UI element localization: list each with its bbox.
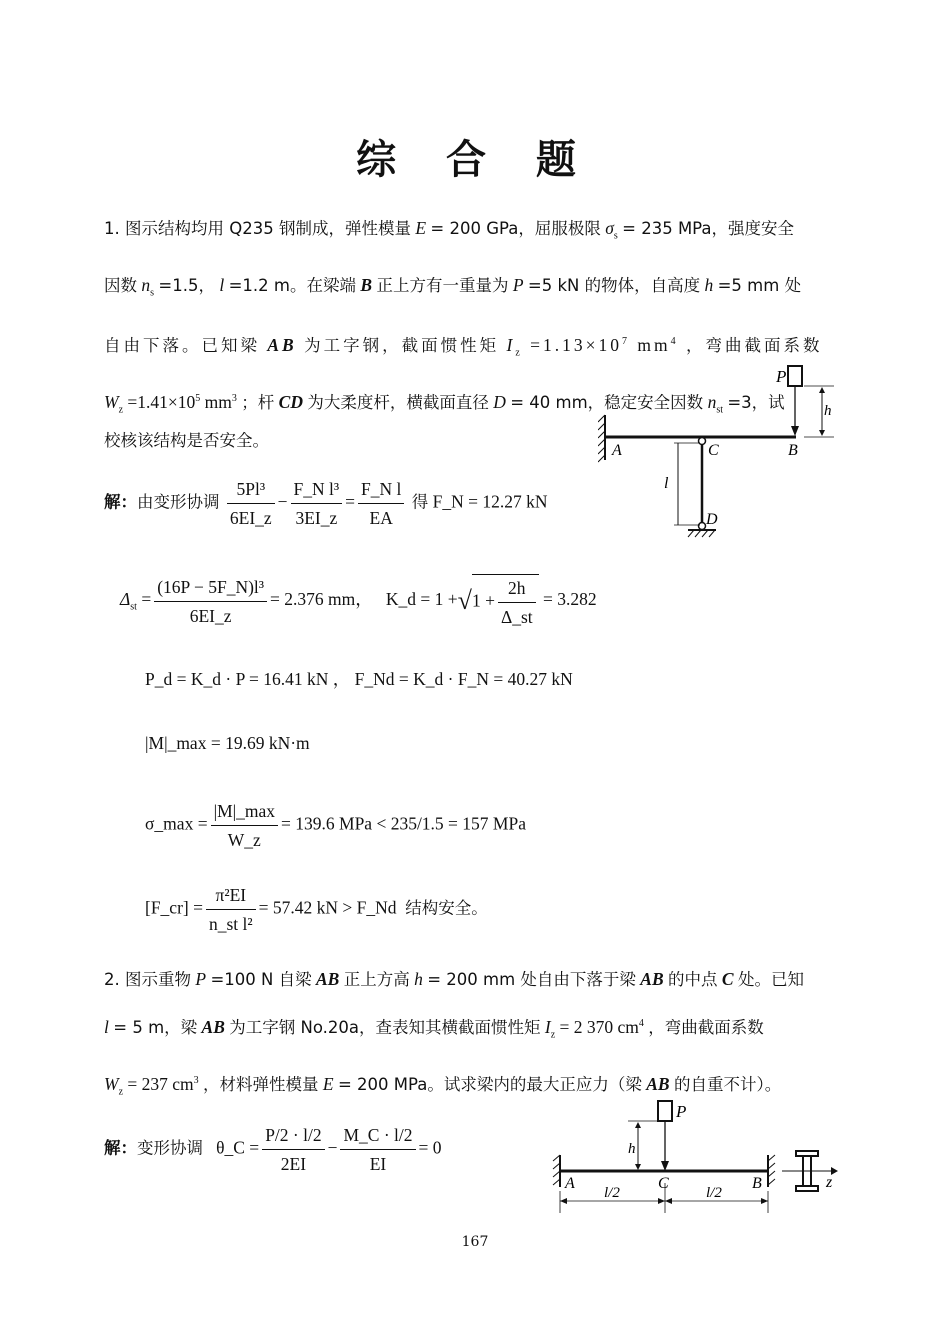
text: ；杆 [241, 392, 275, 412]
sup: 7 [622, 336, 631, 347]
label-B: B [788, 442, 798, 459]
text: =1.41×10 [127, 391, 196, 412]
text: = 235 MPa，强度安全 [622, 219, 795, 238]
p2-line2: l = 5 m，梁 AB 为工字钢 No.20a，查表知其横截面惯性矩 $I_z = 2$ 370 $cm^4$ ，弯曲截面系数 [104, 1016, 764, 1041]
fraction: $\frac{\text{F\_N l}}{EA}$ [358, 478, 404, 529]
page-title: 综 合 题 [356, 137, 594, 183]
p2-line3: $W_z = 237$ $cm^3$ ，材料弹性模量 E = 200 MPa。试求梁内的最大正应力（梁 AB 的自重不计）。 [104, 1073, 782, 1098]
text: =5 kN 的物体，自高度 [527, 276, 701, 295]
p1-sigma-line: σ_max = $\frac{|M|\_\max}{W\_z}$ = 139.6 MPa < 235/1.5 = 157 MPa [145, 801, 526, 850]
label-B: B [752, 1175, 762, 1192]
label-A: A [612, 442, 622, 459]
p1-line5: 校核该结构是否安全。 [104, 431, 269, 450]
sym-P: P [512, 275, 524, 295]
solution-label: 解： [104, 1138, 137, 1158]
sym-W: W [104, 391, 119, 412]
hinge-C [699, 438, 706, 445]
text: =1.13×10 [530, 334, 623, 355]
text: =3，试 [727, 392, 785, 412]
text: mm [200, 391, 232, 412]
sub: st [716, 404, 723, 416]
label-half-l-left: l/2 [604, 1185, 620, 1201]
label-h: h [628, 1141, 636, 1157]
sym-sigma: σ [605, 218, 614, 238]
load-box-P [788, 366, 802, 386]
sym-B: B [360, 275, 373, 295]
wall-hatch [598, 415, 605, 462]
text: 为工字钢，截面惯性矩 [304, 335, 500, 355]
page-number: 167 [461, 1234, 489, 1250]
p1-fcr-line: [F_cr] = $\frac{\text{π²EI}}{\text{n\_st l²}}$ = 57.42 kN > F_Nd 结构安全。 [145, 885, 488, 934]
text: 为大柔度杆，横截面直径 [307, 392, 489, 412]
sym-n: n [707, 391, 717, 412]
p1-mmax-line: |M|_max = 19.69 kN·m [145, 733, 310, 753]
label-P: P [676, 1102, 687, 1121]
figure2-fixed-beam [548, 1095, 848, 1215]
sym-n: n [141, 275, 151, 295]
sym-l: l [219, 275, 225, 295]
sub: s [613, 230, 618, 242]
label-z: z [826, 1174, 833, 1191]
text: 由变形协调 [137, 492, 220, 512]
sym-D: D [493, 391, 506, 412]
hinge-D [699, 523, 706, 530]
sym-E: E [415, 218, 427, 238]
fn-result: F_N = 12.27 kN [432, 491, 548, 512]
p2-solution: 解：变形协调 θ_C = $\frac{P/2 \cdot l/2}{2EI}$ − $\frac{M\_C \cdot l/2}{EI}$ = 0 [104, 1125, 442, 1174]
fraction: $\frac{\text{π²EI}}{\text{n\_st l²}}$ [206, 884, 256, 935]
sym-CD: CD [278, 391, 303, 412]
sym-I: I [506, 334, 516, 355]
text: 自由下落。已知梁 [104, 335, 260, 355]
conclusion: 结构安全。 [405, 898, 488, 918]
text: =1.5， [158, 276, 215, 295]
label-C: C [658, 1175, 669, 1192]
text: 因数 [104, 276, 137, 295]
label-P: P [776, 367, 787, 386]
sup: 3 [231, 393, 237, 404]
text: = 200 GPa，屈服极限 [430, 219, 601, 238]
p2-line1: 2. 图示重物 P =100 N 自梁 AB 正上方高 h = 200 mm 处自由下落于梁 AB 的中点 C 处。已知 [104, 969, 804, 989]
label-C: C [708, 442, 719, 459]
load-box-P [658, 1101, 672, 1121]
text: =1.2 m。在梁端 [228, 276, 356, 295]
label-h: h [824, 403, 832, 419]
label-l: l [664, 475, 669, 492]
p1-delta-kd: $\Delta_{st}$ = $\frac{\text{(16P − 5F\_N)l³}}{6EI\_z}$ = 2.376 mm， K_d = 1 +√1 + $\frac{2h}{\Delta\_st}$ = 3.282 [120, 574, 597, 628]
fraction: $\frac{M\_C \cdot l/2}{EI}$ [340, 1124, 415, 1175]
text: mm [630, 334, 671, 355]
ground-hatch [688, 530, 715, 537]
figure1-beam-column [598, 360, 848, 545]
fraction: $\frac{\text{5Pl³}}{6EI\_z}$ [227, 478, 275, 529]
label-D: D [706, 511, 718, 528]
sub: z [515, 347, 523, 359]
fraction: $\frac{\text{(16P − 5F\_N)l³}}{6EI\_z}$ [154, 576, 267, 627]
label-half-l-right: l/2 [706, 1185, 722, 1201]
sub: s [150, 287, 155, 299]
text: 正上方有一重量为 [376, 276, 509, 295]
text: ，弯曲截面系数 [686, 335, 823, 355]
text: = 40 mm，稳定安全因数 [510, 392, 704, 412]
text: =5 mm 处 [717, 276, 802, 295]
fraction: $\frac{2h}{\Delta\_st}$ [498, 577, 536, 628]
fraction: $\frac{\text{F\_N l³}}{3EI\_z}$ [291, 478, 343, 529]
label-A: A [565, 1175, 575, 1192]
fraction: $\frac{|M|\_\max}{W\_z}$ [211, 800, 278, 851]
p1-pd-line: P_d = K_d · P = 16.41 kN ， F_Nd = K_d · F_N = 40.27 kN [145, 669, 573, 689]
sub: z [118, 404, 124, 416]
p1-solution-eq1: 解：由变形协调 $\frac{\text{5Pl³}}{6EI\_z}$ − $\frac{\text{F\_N l³}}{3EI\_z}$ = $\frac{\text{F\_N l}}{EA}$ 得 F_N = 12.27 kN [104, 479, 548, 528]
fraction: $\frac{P/2 \cdot l/2}{2EI}$ [262, 1124, 324, 1175]
sup: 4 [670, 336, 679, 347]
sup: 5 [195, 393, 201, 404]
solution-label: 解： [104, 492, 137, 512]
sym-AB: AB [267, 334, 297, 355]
p1-line1 [104, 217, 794, 248]
text: 1. 图示结构均用 Q235 钢制成，弹性模量 [104, 219, 411, 238]
p1-line2 [104, 274, 801, 305]
text: 得 [411, 492, 429, 512]
sym-h: h [704, 275, 714, 295]
